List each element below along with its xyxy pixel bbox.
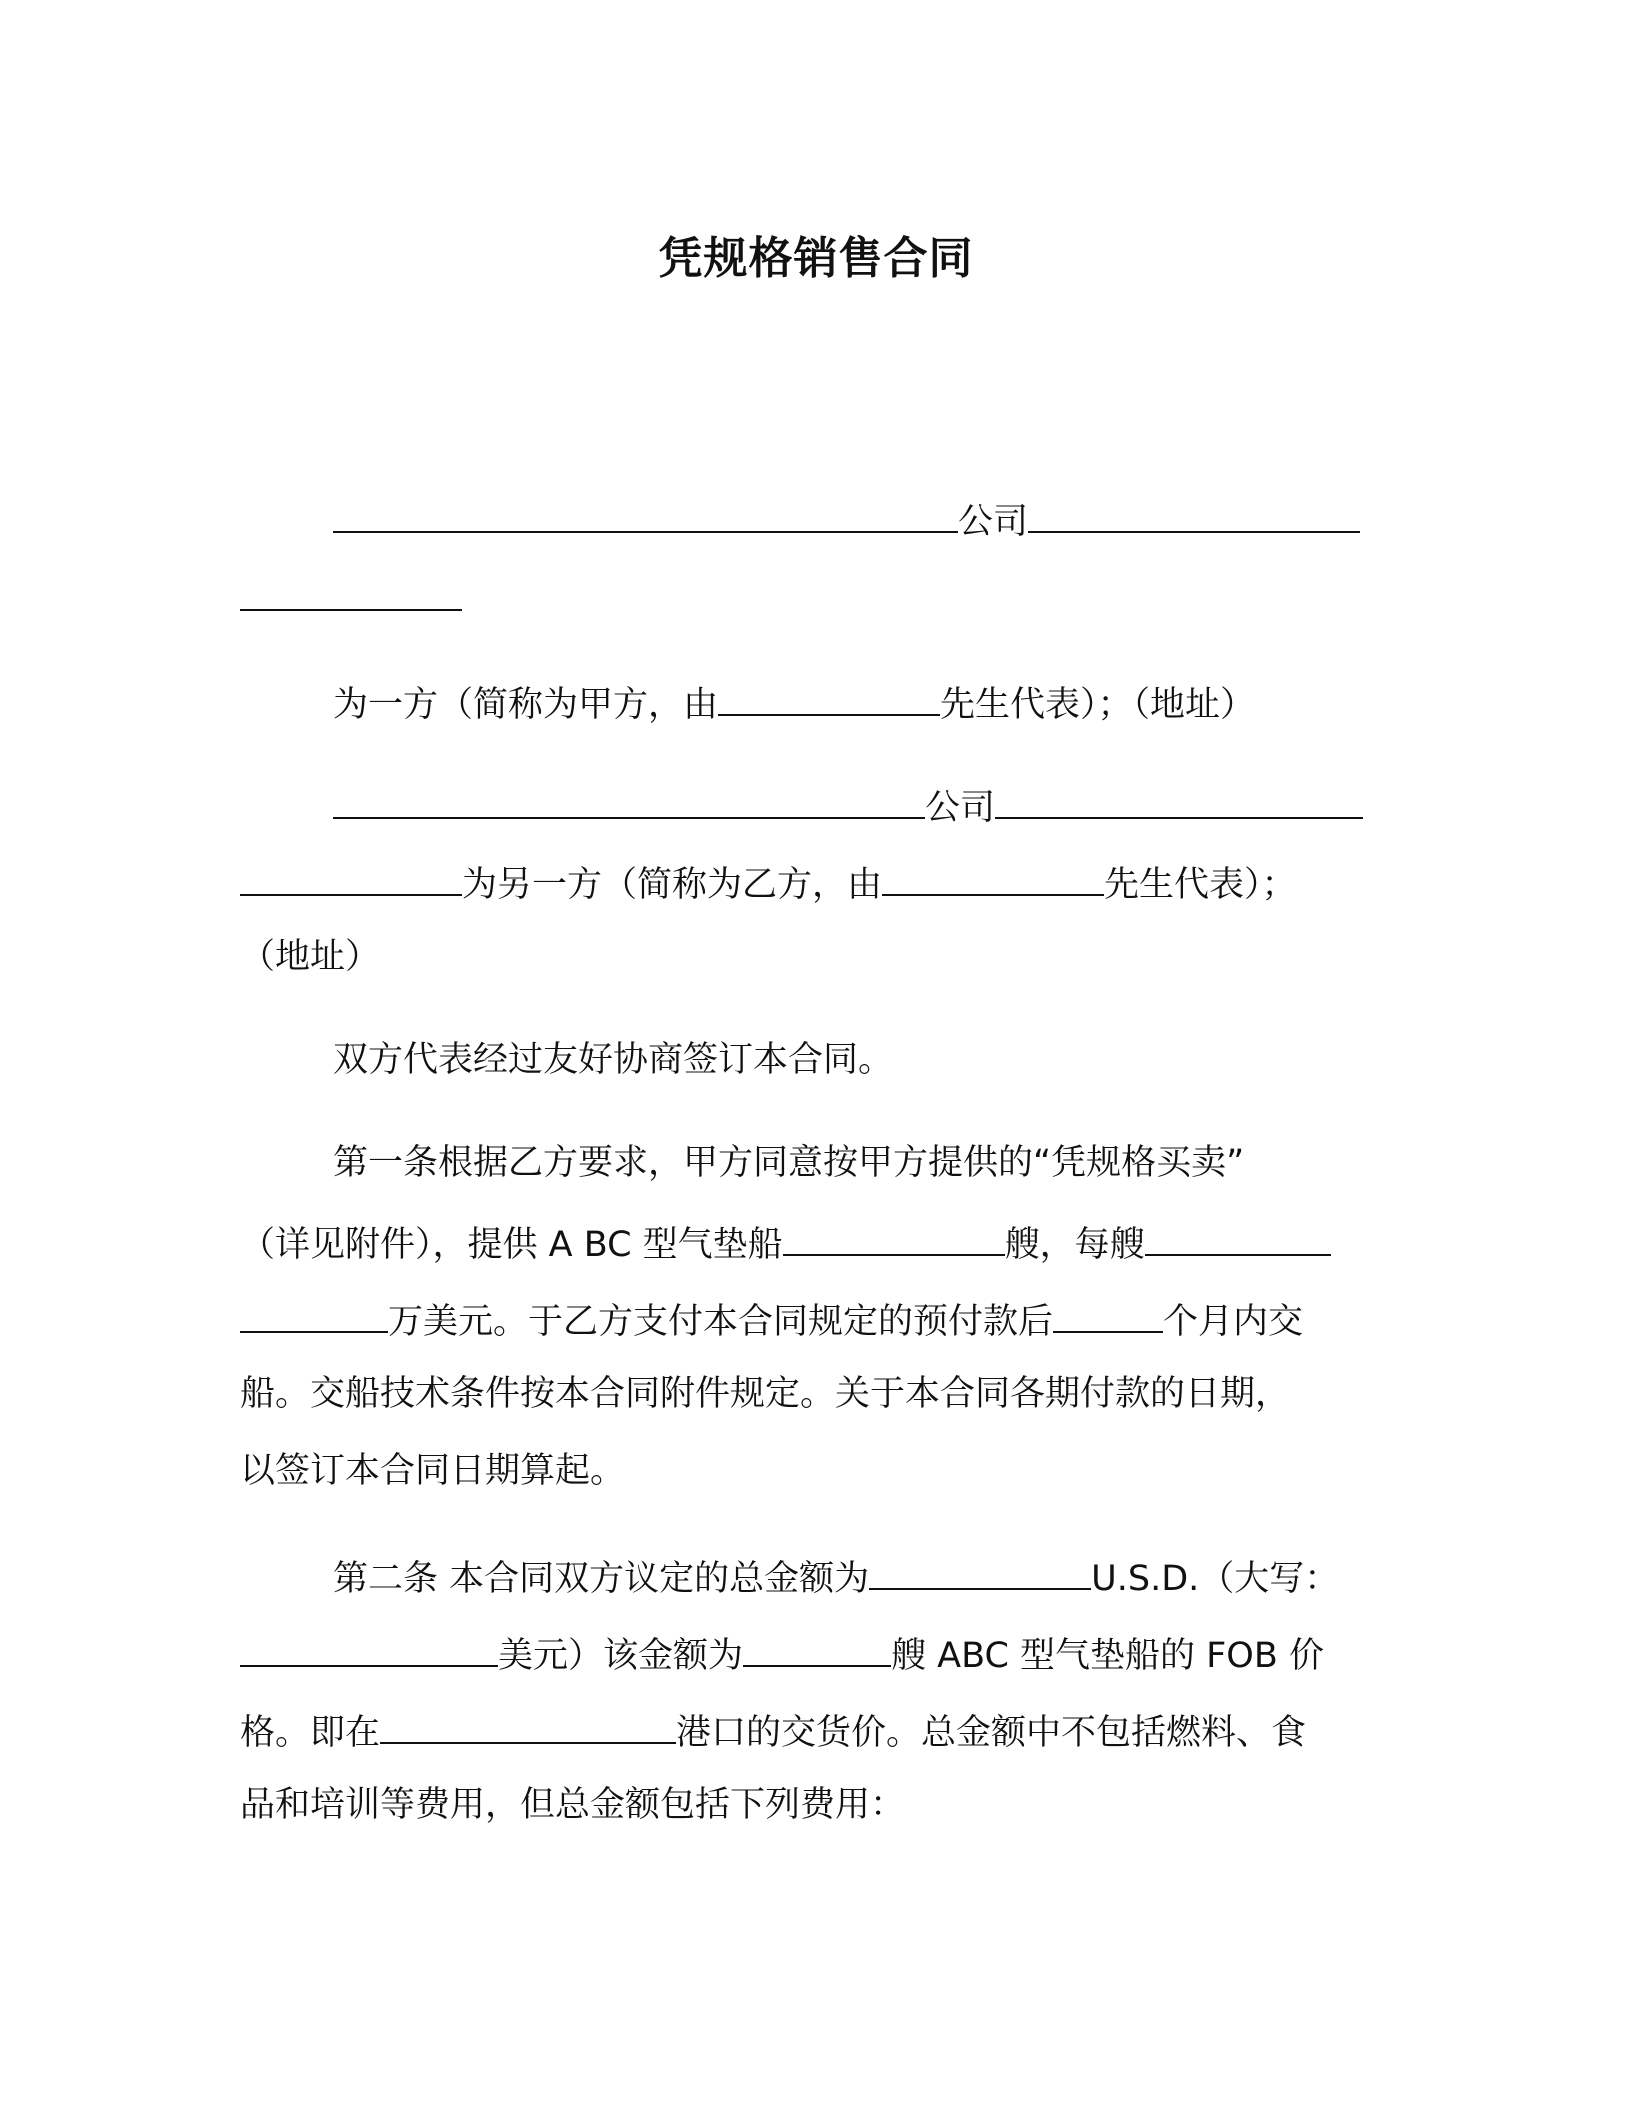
amount-in-words-blank[interactable] <box>240 1631 498 1667</box>
unit-price-blank[interactable] <box>1145 1220 1331 1256</box>
party-b-line-part2: 先生代表）； <box>1104 865 1297 905</box>
article1-line2-part2: 艘，每艘 <box>1004 1225 1145 1265</box>
article2-line3-part1: 格。即在 <box>240 1713 381 1753</box>
total-amount-blank[interactable] <box>869 1554 1091 1590</box>
article1-line2-part1: （详见附件），提供 A BC 型气垫船 <box>240 1225 783 1265</box>
party-b-line <box>240 860 1297 905</box>
article2-line2 <box>240 1631 1324 1676</box>
article1-line3 <box>240 1297 1303 1342</box>
party-a-company-line <box>333 497 1360 542</box>
article2-line1 <box>333 1554 1339 1599</box>
article2-line3-part2: 港口的交货价。总金额中不包括燃料、食 <box>676 1713 1307 1753</box>
article1-line4: 船。交船技术条件按本合同附件规定。关于本合同各期付款的日期， <box>240 1374 1291 1414</box>
party-a-company-line-cont <box>240 575 462 620</box>
article1-line1: 第一条根据乙方要求，甲方同意按甲方提供的“凭规格买卖” <box>333 1143 1245 1183</box>
party-a-name-blank-cont[interactable] <box>1028 497 1360 533</box>
intro-paragraph: 双方代表经过友好协商签订本合同。 <box>333 1040 894 1080</box>
party-b-company-suffix: 公司 <box>925 788 996 828</box>
party-b-line-part1: 为另一方（简称为乙方，由 <box>462 865 883 905</box>
article2-line1-part2: U.S.D.（大写： <box>1091 1559 1340 1599</box>
party-a-company-suffix: 公司 <box>958 502 1029 542</box>
party-a-rep-blank[interactable] <box>718 680 940 716</box>
party-b-extra-blank[interactable] <box>240 860 462 896</box>
article2-line3 <box>240 1708 1306 1753</box>
article2-line4: 品和培训等费用，但总金额包括下列费用： <box>240 1785 906 1825</box>
party-b-rep-blank[interactable] <box>882 860 1104 896</box>
unit-price-blank-cont[interactable] <box>240 1297 388 1333</box>
party-a-line-part1: 为一方（简称为甲方，由 <box>333 685 719 725</box>
party-a-name-blank[interactable] <box>333 497 958 533</box>
article1-line3-part2: 个月内交 <box>1163 1302 1304 1342</box>
delivery-months-blank[interactable] <box>1053 1297 1163 1333</box>
party-b-name-blank-cont[interactable] <box>995 783 1363 819</box>
fob-boat-count-blank[interactable] <box>743 1631 891 1667</box>
article1-line2 <box>240 1220 1331 1265</box>
article2-line2-part1: 美元）该金额为 <box>498 1636 744 1676</box>
party-a-line <box>333 680 1255 725</box>
boat-count-blank[interactable] <box>783 1220 1005 1256</box>
article2-line1-part1: 第二条 本合同双方议定的总金额为 <box>333 1559 870 1599</box>
port-name-blank[interactable] <box>380 1708 676 1744</box>
article1-line5: 以签订本合同日期算起。 <box>240 1451 626 1491</box>
party-b-name-blank[interactable] <box>333 783 925 819</box>
party-b-address: （地址） <box>240 937 381 977</box>
document-title: 凭规格销售合同 <box>658 233 974 284</box>
party-a-line-part2: 先生代表）；（地址） <box>940 685 1256 725</box>
article1-line3-part1: 万美元。于乙方支付本合同规定的预付款后 <box>388 1302 1054 1342</box>
party-a-extra-blank[interactable] <box>240 575 462 611</box>
party-b-company-line <box>333 783 1363 828</box>
article2-line2-part2: 艘 ABC 型气垫船的 FOB 价 <box>891 1636 1324 1676</box>
